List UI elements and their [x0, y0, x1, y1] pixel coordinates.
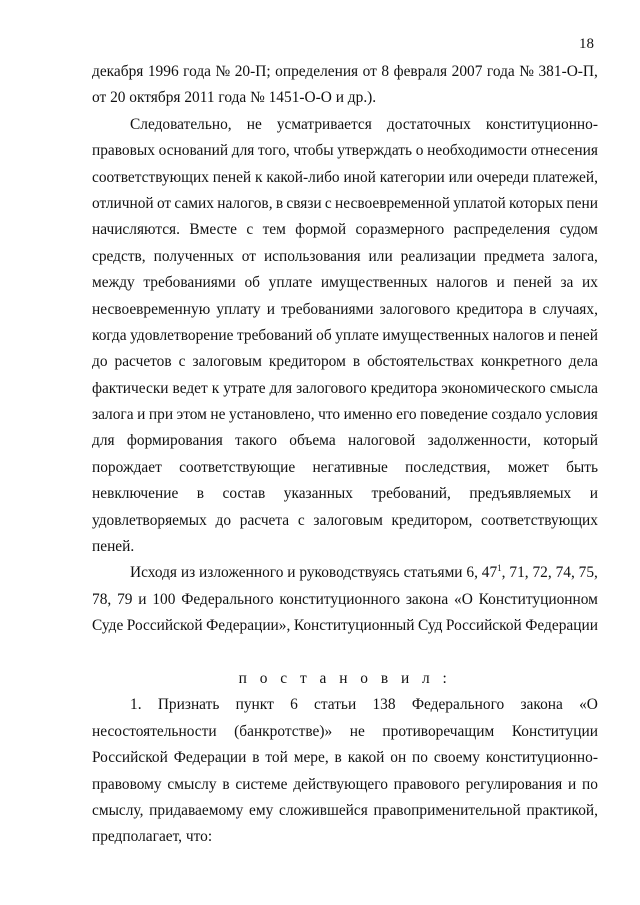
text-line: Суде Российской Федерации», Конституционный Суд Российской Федерации — [92, 617, 598, 635]
text-line: невключение в состав указанных требований, предъявляемых и — [92, 485, 598, 503]
text-line: п о с т а н о в и л : — [238, 669, 452, 687]
superscript: 1 — [497, 563, 502, 574]
text-line: 78, 79 и 100 Федерального конституционного закона «О Конституционном — [92, 590, 598, 608]
text-line: до расчетов с залоговым кредитором в обстоятельствах конкретного дела — [92, 353, 598, 371]
text-line: смыслу, придаваемому ему сложившейся правоприменительной практикой, — [92, 801, 598, 819]
text-line: несвоевременную уплату и требованиями залогового кредитора в случаях, — [92, 300, 598, 318]
text-line: отличной от самих налогов, в связи с несвоевременной уплатой которых пени — [92, 194, 598, 212]
text-line: залога и при этом не установлено, что именно его поведение создало условия — [92, 406, 598, 424]
page-number: 18 — [579, 36, 594, 52]
text-line: когда удовлетворение требований об уплате имущественных налогов и пеней — [92, 326, 598, 344]
text-line: несостоятельности (банкротстве)» не противоречащим Конституции — [92, 722, 598, 740]
text-line: декабря 1996 года № 20-П; определения от 8 февраля 2007 года № 381-О-П, — [92, 63, 598, 80]
text-line: начисляются. Вместе с тем формой соразмерного распределения судом — [92, 221, 598, 239]
text-line: правовому смыслу в системе действующего правового регулирования и по — [92, 775, 598, 793]
text-line: предполагает, что: — [92, 828, 213, 846]
document-body — [92, 59, 598, 851]
text-line: Следовательно, не усматривается достаточных конституционно- — [130, 115, 598, 133]
text-line: средств, полученных от использования или реализации предмета залога, — [92, 247, 598, 265]
text-line: для формирования такого объема налоговой задолженности, который — [92, 432, 598, 450]
text-line: порождает соответствующие негативные последствия, может быть — [92, 458, 598, 476]
text-line: Российской Федерации в той мере, в какой он по своему конституционно- — [92, 749, 598, 767]
text-line: соответствующих пеней к какой-либо иной категории или очереди платежей, — [92, 168, 598, 186]
text-line: 1. Признать пункт 6 статьи 138 Федерального закона «О — [130, 696, 598, 714]
blank-line — [92, 640, 598, 666]
text-line: правовых оснований для того, чтобы утверждать о необходимости отнесения — [92, 142, 598, 160]
text-line: Исходя из изложенного и руководствуясь статьями 6, $47^1$, 71, 72, 74, 75, — [130, 563, 598, 582]
text-line: от 20 октября 2011 года № 1451-О-О и др.). — [92, 89, 377, 107]
text-line: удовлетворяемых до расчета с залоговым кредитором, соответствующих — [92, 511, 598, 529]
text-line: между требованиями об уплате имущественных налогов и пеней за их — [92, 274, 598, 292]
text-line: фактически ведет к утрате для залогового кредитора экономического смысла — [92, 379, 598, 397]
text-line: пеней. — [92, 538, 135, 556]
